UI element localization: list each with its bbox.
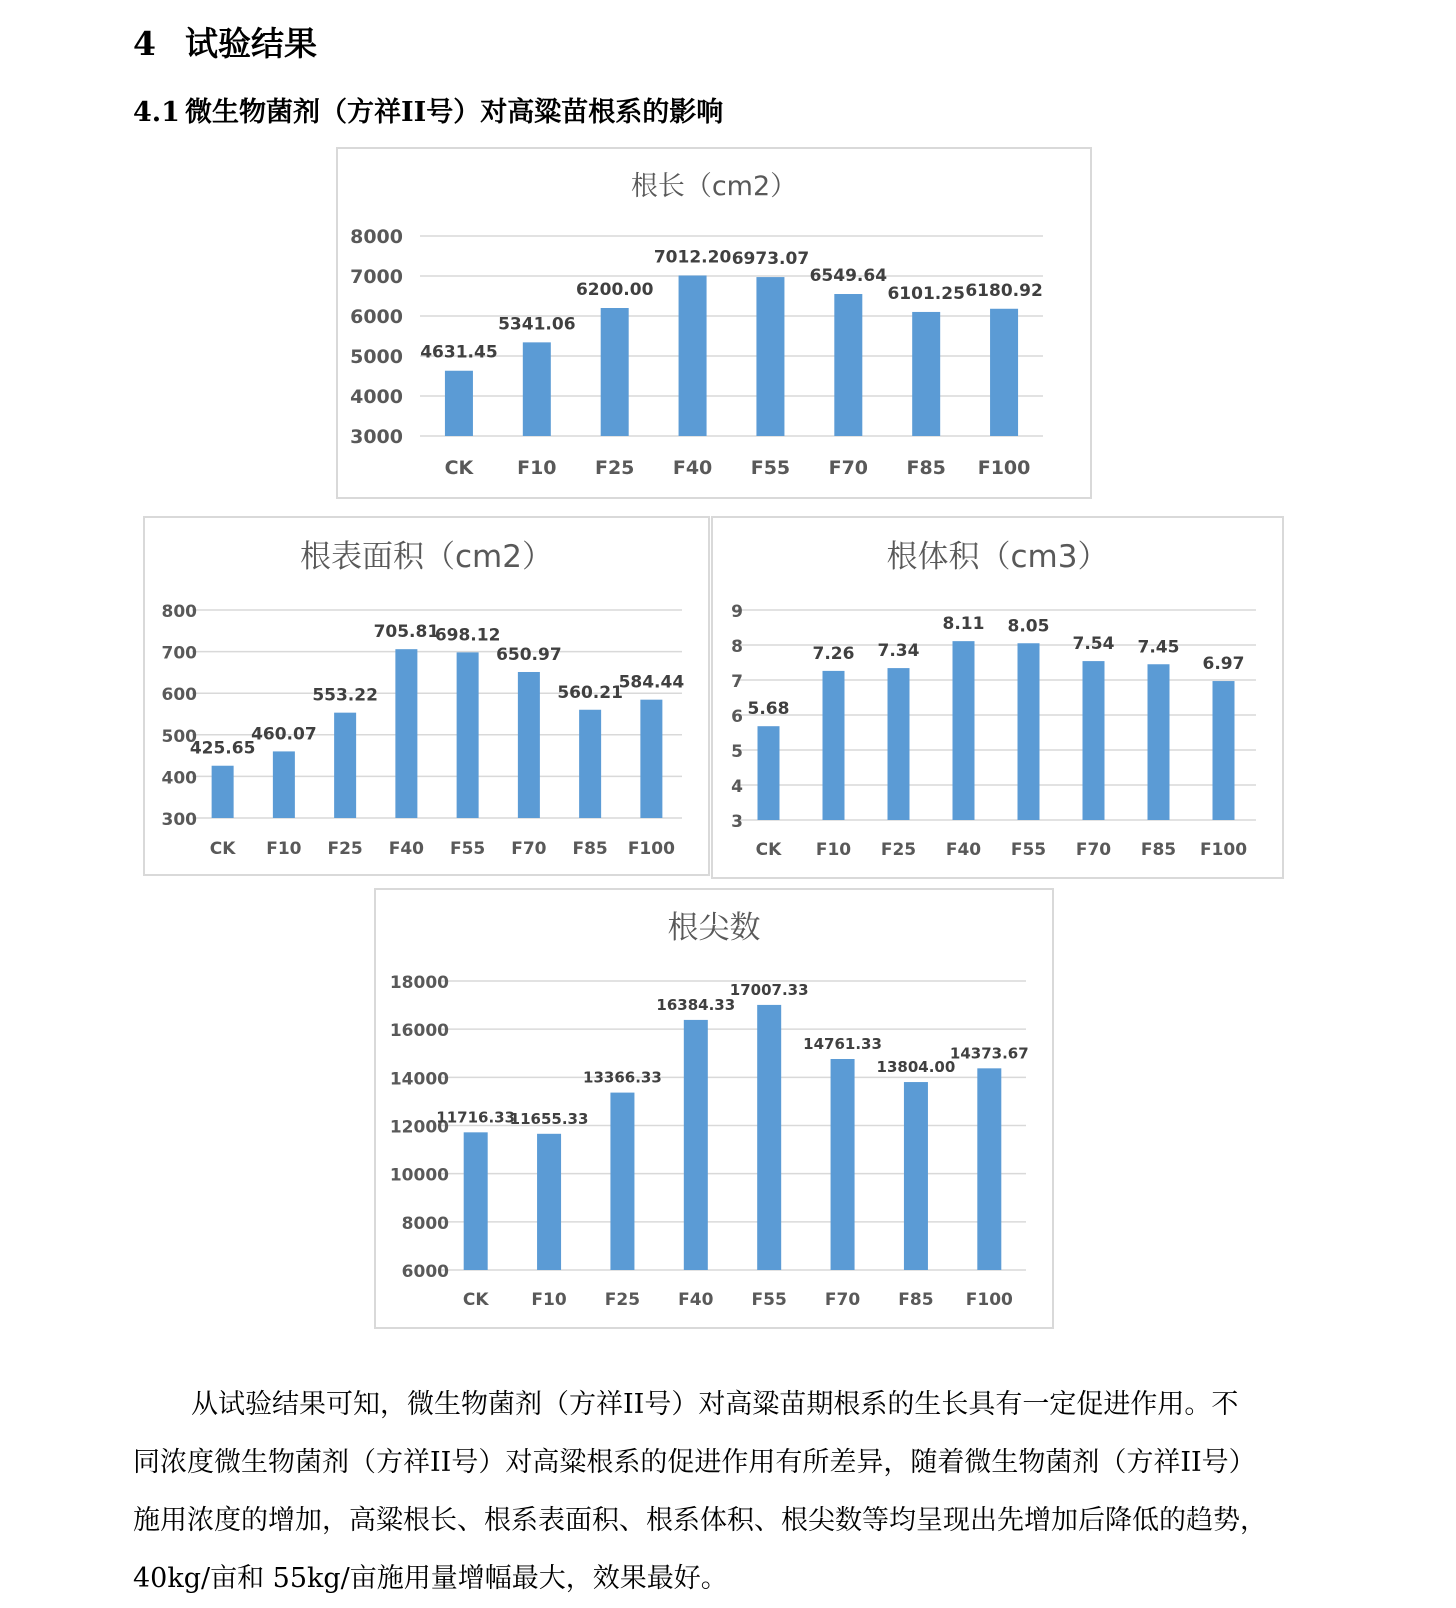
root-surface-area-chart-svg [145,518,708,874]
paragraph-line: 从试验结果可知，微生物菌剂（方祥II号）对高粱苗期根系的生长具有一定促进作用。不 [191,1389,1239,1420]
data-label: 584.44 [618,672,685,693]
x-tick-label: F55 [751,1290,787,1310]
data-label: 14373.67 [949,1044,1029,1063]
bar [912,312,940,436]
data-label: 460.07 [251,724,317,745]
bar [1148,664,1170,820]
x-tick-label: F10 [517,457,557,479]
y-tick-label: 10000 [389,1165,449,1186]
data-label: 16384.33 [656,995,736,1014]
subsection-number: 4.1 [133,97,180,128]
data-label: 8.11 [942,614,985,635]
bar [1213,681,1235,820]
bar [953,641,975,820]
data-label: 11655.33 [509,1109,589,1128]
bar [395,649,417,818]
section-number: 4 [133,24,156,63]
data-label: 7.34 [877,641,920,662]
data-label: 6180.92 [965,280,1043,301]
data-label: 7.45 [1137,637,1180,658]
data-label: 698.12 [434,625,501,646]
data-label: 7.54 [1072,634,1115,655]
x-tick-label: F25 [604,1290,641,1310]
chart-title: 根表面积（cm2） [300,539,553,575]
x-tick-label: F100 [1199,840,1248,860]
bar [757,1005,781,1270]
data-label: 7012.20 [653,247,732,268]
x-tick-label: CK [209,839,236,859]
bar [831,1059,855,1270]
data-label: 4631.45 [420,342,498,363]
x-tick-label: F70 [511,839,547,859]
x-tick-label: F85 [572,839,608,859]
x-tick-label: F85 [1140,840,1177,860]
y-tick-label: 8 [731,637,743,657]
x-tick-label: F55 [750,457,791,479]
bar [1018,643,1040,820]
bar [457,652,479,818]
x-tick-label: F85 [906,457,946,479]
root-volume-chart [711,516,1284,879]
data-label: 5.68 [747,699,790,720]
bar [1083,661,1105,820]
subsection-heading [133,90,723,129]
x-tick-label: F100 [965,1290,1013,1310]
y-tick-label: 3000 [350,426,403,448]
bar [445,371,473,436]
x-tick-label: F100 [627,839,675,859]
bar [537,1134,561,1270]
y-tick-label: 700 [161,643,197,664]
data-label: 6101.25 [887,283,965,304]
data-label: 13366.33 [583,1068,662,1087]
bar [579,710,601,818]
section-title: 试验结果 [185,24,317,63]
data-label: 705.81 [373,622,440,643]
data-label: 8.05 [1007,616,1050,637]
bar [684,1020,708,1270]
bar [334,713,356,818]
y-tick-label: 14000 [389,1069,449,1090]
x-tick-label: F40 [388,839,425,859]
bar [758,726,780,820]
data-label: 560.21 [557,682,623,703]
y-tick-label: 4 [731,777,743,797]
bar [640,700,662,818]
x-tick-label: F40 [678,1290,714,1310]
bar [273,751,295,818]
data-label: 553.22 [312,685,378,706]
y-tick-label: 600 [161,685,197,706]
x-tick-label: F25 [880,840,917,860]
paragraph-line: 同浓度微生物菌剂（方祥II号）对高粱根系的促进作用有所差异，随着微生物菌剂（方祥II号） [133,1447,1256,1478]
y-tick-label: 400 [161,768,197,789]
y-tick-label: 6000 [350,306,403,328]
data-label: 7.26 [812,643,855,664]
paragraph-line: 施用浓度的增加，高粱根长、根系表面积、根系体积、根尖数等均呈现出先增加后降低的趋势， [133,1505,1267,1536]
x-tick-label: CK [755,840,782,860]
data-label: 425.65 [189,738,256,759]
x-tick-label: F85 [898,1290,934,1310]
root-length-chart-svg [338,149,1090,497]
bar [834,294,862,436]
data-label: 650.97 [496,644,562,665]
bar [756,277,784,436]
y-tick-label: 8000 [350,226,403,248]
y-tick-label: 6 [731,707,743,727]
x-tick-label: F10 [266,839,302,859]
x-tick-label: CK [444,457,474,479]
bar [977,1068,1001,1270]
y-tick-label: 5 [731,742,743,762]
root-length-chart [336,147,1092,499]
bar [679,276,707,436]
x-tick-label: F40 [672,457,713,479]
x-tick-label: F70 [824,1290,861,1310]
data-label: 6.97 [1202,654,1245,675]
results-paragraph [133,1376,1333,1608]
section-heading [133,18,317,65]
data-label: 14761.33 [803,1034,882,1053]
y-tick-label: 4000 [350,386,403,408]
y-tick-label: 18000 [389,973,449,993]
bar [212,766,234,818]
x-tick-label: F100 [977,457,1031,479]
chart-title: 根尖数 [667,910,761,946]
bar [823,671,845,820]
chart-title: 根体积（cm3） [886,539,1109,575]
y-tick-label: 300 [161,810,197,830]
y-tick-label: 6000 [401,1262,449,1282]
data-label: 11716.33 [436,1108,516,1127]
data-label: 6973.07 [731,249,810,270]
x-tick-label: F10 [531,1290,567,1310]
bar [518,672,540,818]
root-tip-count-chart [374,888,1054,1329]
data-label: 17007.33 [729,980,809,999]
root-surface-area-chart [143,516,710,876]
y-tick-label: 8000 [401,1213,449,1234]
bar [990,309,1018,436]
x-tick-label: F40 [945,840,982,860]
x-tick-label: F10 [815,840,852,860]
x-tick-label: F55 [449,839,486,859]
y-tick-label: 3 [731,812,743,832]
y-tick-label: 16000 [389,1021,449,1042]
x-tick-label: F25 [327,839,363,859]
bar [888,668,910,820]
y-tick-label: 7000 [350,266,403,288]
x-tick-label: CK [462,1290,489,1310]
y-tick-label: 9 [731,602,743,622]
data-label: 6549.64 [809,266,888,287]
paragraph-line: 40kg/亩和 55kg/亩施用量增幅最大，效果最好。 [133,1563,728,1594]
bar [904,1082,928,1270]
x-tick-label: F70 [1075,840,1112,860]
bar [601,308,629,436]
x-tick-label: F25 [594,457,635,479]
data-label: 6200.00 [575,280,654,300]
subsection-title: 微生物菌剂（方祥II号）对高粱苗根系的影响 [185,97,724,128]
y-tick-label: 800 [161,602,197,622]
chart-title: 根长（cm2） [630,171,798,202]
data-label: 13804.00 [876,1058,956,1077]
bar [523,342,551,436]
x-tick-label: F70 [828,457,869,479]
x-tick-label: F55 [1010,840,1047,860]
y-tick-label: 12000 [389,1117,449,1138]
root-volume-chart-svg [713,518,1282,877]
y-tick-label: 5000 [350,346,403,368]
bar [464,1132,488,1270]
root-tip-count-chart-svg [376,890,1052,1327]
bar [610,1093,634,1270]
data-label: 5341.06 [498,314,576,335]
y-tick-label: 500 [161,726,197,747]
y-tick-label: 7 [731,672,743,692]
